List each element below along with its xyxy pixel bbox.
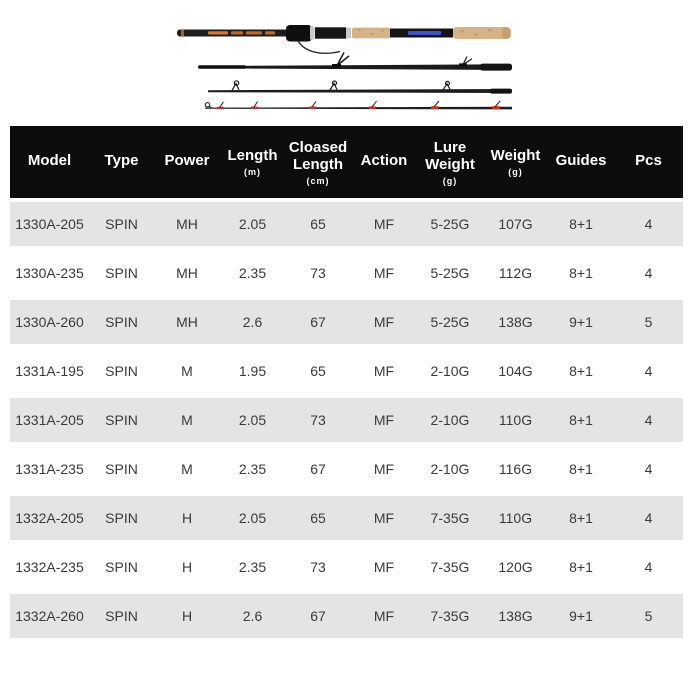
table-row <box>10 543 683 592</box>
cell-action: MF <box>351 396 417 445</box>
cell-lure-weight: 5-25G <box>417 249 483 298</box>
cell-length: 2.05 <box>220 396 285 445</box>
col-header-pcs <box>614 126 683 200</box>
cell-closed-length: 65 <box>285 494 351 543</box>
cell-weight: 138G <box>483 592 548 641</box>
table-row <box>10 592 683 641</box>
cell-length: 2.35 <box>220 445 285 494</box>
rod-handle-section <box>177 25 511 53</box>
cell-guides: 8+1 <box>548 543 614 592</box>
model-label-sticker <box>408 31 441 35</box>
cell-pcs: 4 <box>614 249 683 298</box>
header-unit: (cm) <box>306 175 330 186</box>
cell-closed-length: 73 <box>285 543 351 592</box>
cell-lure-weight: 7-35G <box>417 543 483 592</box>
cell-closed-length: 67 <box>285 445 351 494</box>
cell-weight: 110G <box>483 396 548 445</box>
col-header-lure-weight <box>417 126 483 200</box>
header-label: Weight <box>490 147 541 164</box>
cell-guides: 9+1 <box>548 298 614 347</box>
col-header-weight <box>483 126 548 200</box>
cell-action: MF <box>351 592 417 641</box>
col-header-type <box>89 126 154 200</box>
cell-power: H <box>154 543 220 592</box>
cell-closed-length: 67 <box>285 592 351 641</box>
table-row <box>10 298 683 347</box>
reel-seat <box>286 25 312 42</box>
cell-weight: 110G <box>483 494 548 543</box>
section-butt <box>480 64 512 71</box>
fishing-rod-image <box>0 0 693 126</box>
cork-grip-front <box>352 28 390 39</box>
cell-type: SPIN <box>89 249 154 298</box>
header-label: Action <box>360 152 408 169</box>
cell-length: 2.05 <box>220 200 285 249</box>
cell-weight: 120G <box>483 543 548 592</box>
cell-power: M <box>154 347 220 396</box>
cell-action: MF <box>351 543 417 592</box>
cell-closed-length: 73 <box>285 396 351 445</box>
cell-pcs: 5 <box>614 592 683 641</box>
cell-length: 2.35 <box>220 543 285 592</box>
table-row <box>10 494 683 543</box>
cell-type: SPIN <box>89 200 154 249</box>
cell-model: 1331A-205 <box>10 396 89 445</box>
col-header-model <box>10 126 89 200</box>
line-guide <box>443 81 450 89</box>
cell-weight: 138G <box>483 298 548 347</box>
cell-type: SPIN <box>89 543 154 592</box>
table-row <box>10 249 683 298</box>
header-unit: (m) <box>244 167 261 177</box>
cell-type: SPIN <box>89 396 154 445</box>
cell-pcs: 4 <box>614 445 683 494</box>
col-header-guides <box>548 126 614 200</box>
cell-pcs: 4 <box>614 347 683 396</box>
table-row <box>10 200 683 249</box>
table-row <box>10 445 683 494</box>
spec-table <box>10 126 683 643</box>
cell-closed-length: 73 <box>285 249 351 298</box>
cell-guides: 9+1 <box>548 592 614 641</box>
cell-pcs: 5 <box>614 298 683 347</box>
header-unit: (g) <box>508 167 523 177</box>
cell-guides: 8+1 <box>548 396 614 445</box>
rod-tip-section <box>205 101 512 109</box>
header-label: Lure Weight <box>425 138 475 173</box>
cell-model: 1331A-195 <box>10 347 89 396</box>
cork-grip-rear <box>453 27 511 39</box>
header-label: Type <box>104 152 139 169</box>
line-guide <box>337 53 349 66</box>
cell-model: 1332A-235 <box>10 543 89 592</box>
cell-length: 2.6 <box>220 298 285 347</box>
cell-lure-weight: 7-35G <box>417 494 483 543</box>
cell-model: 1330A-260 <box>10 298 89 347</box>
cell-action: MF <box>351 494 417 543</box>
rod-upper-section <box>208 81 512 94</box>
cell-power: MH <box>154 298 220 347</box>
cell-power: MH <box>154 249 220 298</box>
line-guide <box>330 81 337 90</box>
cell-power: M <box>154 445 220 494</box>
header-label: Length <box>227 147 278 164</box>
cell-lure-weight: 5-25G <box>417 298 483 347</box>
cell-closed-length: 67 <box>285 298 351 347</box>
header-label: Guides <box>555 152 607 169</box>
cell-pcs: 4 <box>614 396 683 445</box>
header-label: Model <box>27 152 72 169</box>
table-row <box>10 347 683 396</box>
cell-lure-weight: 2-10G <box>417 347 483 396</box>
cell-model: 1330A-205 <box>10 200 89 249</box>
cell-model: 1332A-260 <box>10 592 89 641</box>
cell-guides: 8+1 <box>548 249 614 298</box>
col-header-length <box>220 126 285 200</box>
cell-type: SPIN <box>89 347 154 396</box>
cell-length: 2.35 <box>220 249 285 298</box>
hook-keeper-wire <box>298 41 340 53</box>
header-label: Cloased Length <box>288 138 348 173</box>
cell-closed-length: 65 <box>285 200 351 249</box>
reel-seat-ring <box>310 27 315 40</box>
cell-length: 1.95 <box>220 347 285 396</box>
cell-pcs: 4 <box>614 543 683 592</box>
col-header-closed-length <box>285 126 351 200</box>
cell-weight: 107G <box>483 200 548 249</box>
cell-type: SPIN <box>89 592 154 641</box>
header-row <box>10 126 683 200</box>
cell-action: MF <box>351 445 417 494</box>
cell-model: 1332A-205 <box>10 494 89 543</box>
cell-lure-weight: 2-10G <box>417 445 483 494</box>
header-label: Pcs <box>635 152 662 169</box>
col-header-action <box>351 126 417 200</box>
cell-type: SPIN <box>89 298 154 347</box>
cell-weight: 104G <box>483 347 548 396</box>
cell-guides: 8+1 <box>548 494 614 543</box>
cell-weight: 112G <box>483 249 548 298</box>
cell-guides: 8+1 <box>548 347 614 396</box>
line-guide <box>232 81 239 91</box>
cell-action: MF <box>351 298 417 347</box>
cell-length: 2.05 <box>220 494 285 543</box>
cell-type: SPIN <box>89 445 154 494</box>
header-label: Power <box>164 152 210 169</box>
butt-cap <box>502 27 510 38</box>
cell-lure-weight: 5-25G <box>417 200 483 249</box>
cell-lure-weight: 7-35G <box>417 592 483 641</box>
cell-power: M <box>154 396 220 445</box>
cell-weight: 116G <box>483 445 548 494</box>
header-unit: (g) <box>442 175 458 186</box>
table-row <box>10 396 683 445</box>
cell-length: 2.6 <box>220 592 285 641</box>
rod-mid-section <box>198 53 512 71</box>
cell-power: H <box>154 592 220 641</box>
winding-check <box>181 30 184 36</box>
cell-model: 1330A-235 <box>10 249 89 298</box>
cell-guides: 8+1 <box>548 200 614 249</box>
cell-power: H <box>154 494 220 543</box>
cell-closed-length: 65 <box>285 347 351 396</box>
col-header-power <box>154 126 220 200</box>
cell-power: MH <box>154 200 220 249</box>
cell-pcs: 4 <box>614 494 683 543</box>
line-guide <box>463 57 472 65</box>
product-photo <box>0 0 693 126</box>
cell-model: 1331A-235 <box>10 445 89 494</box>
cell-action: MF <box>351 200 417 249</box>
cell-guides: 8+1 <box>548 445 614 494</box>
cell-action: MF <box>351 249 417 298</box>
cell-type: SPIN <box>89 494 154 543</box>
cell-pcs: 4 <box>614 200 683 249</box>
section-butt <box>490 89 512 94</box>
cell-action: MF <box>351 347 417 396</box>
cell-lure-weight: 2-10G <box>417 396 483 445</box>
